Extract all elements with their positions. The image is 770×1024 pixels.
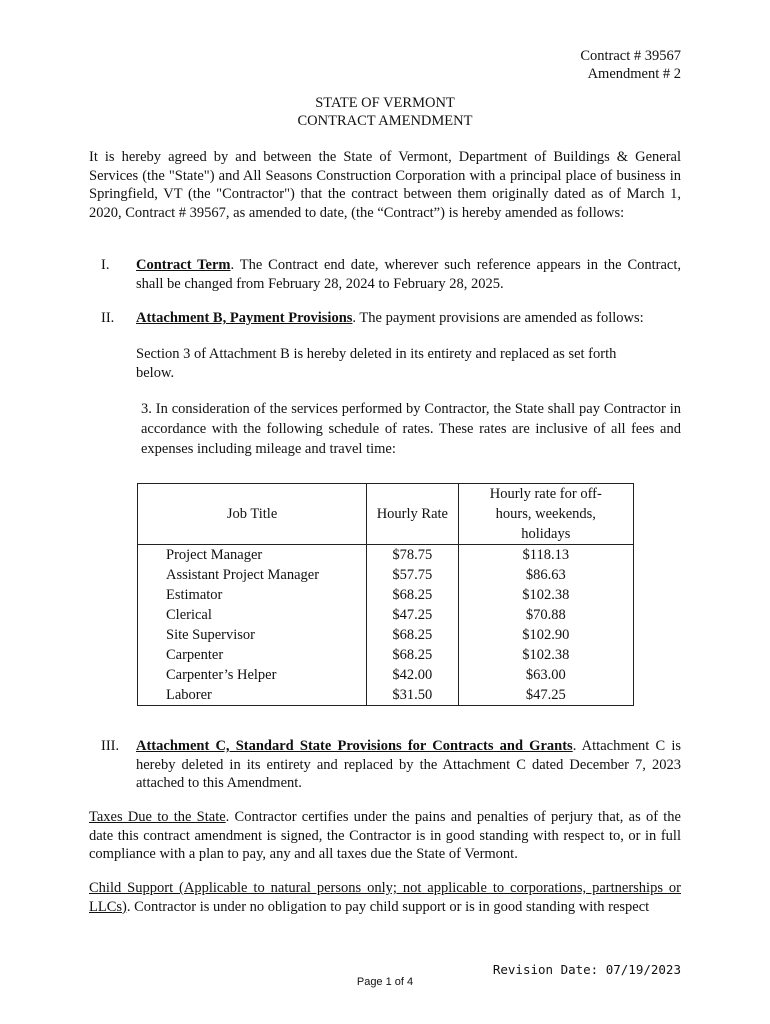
item-heading-3: Attachment C, Standard State Provisions for Contracts and Grants <box>136 738 573 754</box>
page-number: Page 1 of 4 <box>356 976 414 988</box>
table-cell-rate: $31.50 <box>392 687 433 703</box>
table-column-hourly-rates <box>367 545 458 706</box>
child-support-text: . Contractor is under no obligation to pay child support or is in good standing with respect <box>126 898 650 915</box>
table-cell-rate: $57.75 <box>392 567 433 583</box>
table-cell-title: Assistant Project Manager <box>166 567 320 583</box>
table-header-hourly-rate: Hourly Rate <box>367 484 458 545</box>
table-cell-title: Clerical <box>166 607 212 623</box>
table-cell-title: Site Supervisor <box>166 627 256 643</box>
table-cell-offhours: $102.38 <box>522 647 570 663</box>
table-cell-offhours: $86.63 <box>525 567 566 583</box>
taxes-heading: Taxes Due to the State <box>89 809 226 825</box>
revision-date: Revision Date: 07/19/2023 <box>492 962 681 977</box>
item-attachment-c <box>136 737 681 793</box>
table-cell-title: Laborer <box>166 687 212 703</box>
taxes-text: . Contractor certifies under the pains and penalties of perjury that, as of the date this contract amendment is signed, the Contractor is in good standing with respect to, or in full compliance with a plan to pay, any and all taxes due the State of Vermont. <box>89 809 681 862</box>
child-support-heading: Child Support (Applicable to natural persons only; not applicable to corporations, partnerships or LLCs) <box>89 880 681 915</box>
table-cell-rate: $47.25 <box>392 607 433 623</box>
taxes-paragraph <box>89 808 681 864</box>
item-numeral-3: III. <box>101 738 120 754</box>
table-cell-rate: $78.75 <box>392 547 433 563</box>
table-cell-title: Project Manager <box>166 547 263 563</box>
table-cell-offhours: $63.00 <box>525 667 566 683</box>
item-text-1: . The Contract end date, wherever such reference appears in the Contract, shall be changed from February 28, 2024 to February 28, 2025. <box>136 257 681 292</box>
table-column-job-titles <box>138 545 367 706</box>
table-cell-rate: $42.00 <box>392 667 433 683</box>
item-payment-provisions <box>136 309 681 328</box>
title-state: STATE OF VERMONT <box>315 95 455 111</box>
table-header-offhours-rate: Hourly rate for off-hours, weekends, holidays <box>458 484 633 545</box>
item-numeral-2: II. <box>101 310 115 326</box>
table-cell-offhours: $47.25 <box>525 687 566 703</box>
child-support-paragraph <box>89 879 681 916</box>
item-text-2: . The payment provisions are amended as follows: <box>352 310 644 326</box>
table-cell-rate: $68.25 <box>392 627 433 643</box>
contract-number: Contract # 39567 <box>580 48 681 64</box>
table-cell-title: Carpenter <box>166 647 224 663</box>
table-cell-offhours: $118.13 <box>522 547 570 563</box>
item-heading-1: Contract Term <box>136 257 231 273</box>
item-contract-term <box>136 256 681 293</box>
table-cell-offhours: $102.38 <box>522 587 570 603</box>
table-cell-offhours: $70.88 <box>525 607 566 623</box>
table-column-offhours-rates <box>458 545 633 706</box>
table-header-job-title: Job Title <box>138 484 367 545</box>
item-heading-2: Attachment B, Payment Provisions <box>136 310 353 326</box>
table-cell-rate: $68.25 <box>392 587 433 603</box>
rate-table <box>137 483 634 706</box>
section-note: Section 3 of Attachment B is hereby deleted in its entirety and replaced as set forth below. <box>136 346 617 381</box>
table-cell-title: Carpenter’s Helper <box>166 667 277 683</box>
table-cell-rate: $68.25 <box>392 647 433 663</box>
table-cell-offhours: $102.90 <box>522 627 570 643</box>
rate-clause: 3. In consideration of the services performed by Contractor, the State shall pay Contractor in accordance with the following schedule of rates. These rates are inclusive of all fees and expenses including mileage and travel time: <box>141 401 681 457</box>
amendment-number: Amendment # 2 <box>587 66 681 82</box>
item-text-3: . Attachment C is hereby deleted in its entirety and replaced by the Attachment C dated December 7, 2023 attached to this Amendment. <box>136 738 682 791</box>
intro-paragraph: It is hereby agreed by and between the State of Vermont, Department of Buildings & General Services (the "State") and All Seasons Construction Corporation with a principal place of business in Springfield, VT (the "Contractor") that the contract between them originally dated as of March 1, 2020, Contract # 39567, as amended to date, (the “Contract”) is hereby amended as follows: <box>89 149 681 221</box>
table-cell-title: Estimator <box>166 587 223 603</box>
title-amendment: CONTRACT AMENDMENT <box>297 113 473 129</box>
item-numeral-1: I. <box>101 257 110 273</box>
